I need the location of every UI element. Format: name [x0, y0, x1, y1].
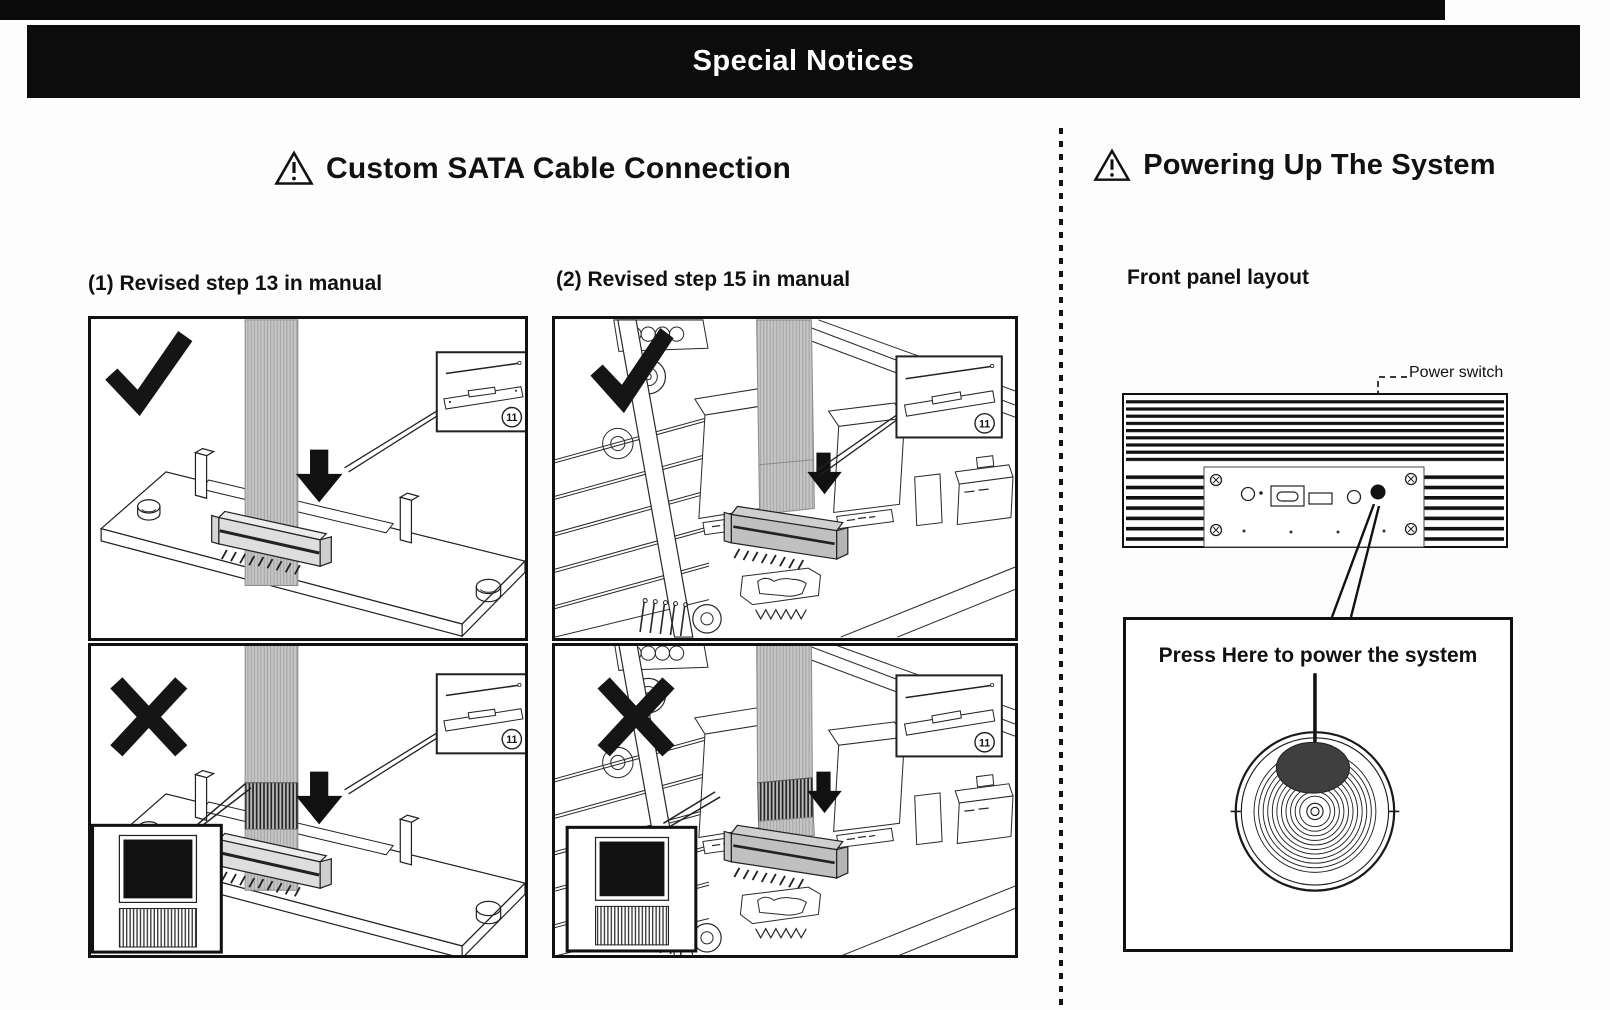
manual-step-inset — [437, 352, 525, 431]
zoom-cone-lines — [1320, 504, 1390, 619]
power-switch-leader-horizontal — [1379, 376, 1407, 378]
step15-correct-illustration — [555, 319, 1015, 638]
svg-text:11: 11 — [506, 412, 518, 425]
warning-icon — [274, 150, 314, 187]
led-indicator — [1259, 491, 1263, 495]
left-section-title-text: Custom SATA Cable Connection — [325, 151, 792, 185]
reset-button[interactable] — [1242, 488, 1255, 501]
figure-step13-correct — [88, 316, 528, 641]
aux-button — [1348, 491, 1361, 504]
callout-leader-line — [345, 733, 437, 794]
cross-mark-icon — [110, 677, 187, 756]
svg-text:11: 11 — [978, 737, 991, 750]
figure-step15-correct — [552, 316, 1018, 641]
column-label-step15: (2) Revised step 15 in manual — [556, 268, 851, 291]
sata-connector — [724, 825, 848, 888]
io-slot — [1309, 493, 1332, 504]
right-section-title — [1062, 148, 1527, 183]
step15-wrong-illustration — [555, 646, 1015, 955]
column-label-step13: (1) Revised step 13 in manual — [88, 272, 383, 295]
svg-text:11: 11 — [978, 418, 991, 431]
callout-leader-line — [345, 411, 437, 472]
manual-step-inset — [896, 675, 1001, 756]
front-panel-label: Front panel layout — [1127, 266, 1310, 289]
power-knob-drawing — [1126, 620, 1510, 949]
manual-step-inset — [437, 674, 525, 753]
press-here-label: Press Here to power the system — [1158, 644, 1478, 667]
cable-end-detail-inset — [567, 827, 696, 951]
warning-icon — [1093, 148, 1131, 183]
panel-vent-stripes-top — [1126, 400, 1504, 464]
section-divider — [1059, 128, 1063, 1010]
press-target-shade — [1276, 742, 1349, 793]
power-button-detail-box — [1123, 617, 1513, 952]
front-panel-drawing — [1122, 393, 1508, 548]
power-switch-label: Power switch — [1409, 364, 1504, 381]
step13-wrong-illustration — [91, 646, 525, 955]
left-section-title — [60, 150, 1005, 187]
ribbon-cable — [757, 646, 813, 786]
down-arrow-icon — [296, 772, 343, 825]
right-section-title-text: Powering Up The System — [1143, 149, 1496, 181]
panel-vent-stripes-right — [1424, 471, 1504, 543]
control-plate — [1204, 467, 1424, 547]
exposed-cable-contacts — [245, 783, 298, 830]
power-switch-button[interactable] — [1371, 485, 1386, 500]
page-header — [27, 25, 1580, 98]
ribbon-cable — [757, 320, 815, 515]
down-arrow-icon — [296, 450, 343, 503]
ribbon-cable — [245, 646, 298, 785]
panel-vent-stripes-left — [1126, 471, 1204, 543]
sata-connector — [724, 506, 848, 569]
cable-end-detail-inset — [93, 825, 222, 952]
step13-correct-illustration — [91, 319, 525, 638]
page-title: Special Notices — [692, 45, 915, 77]
svg-text:11: 11 — [506, 734, 518, 747]
figure-step13-wrong — [88, 643, 528, 958]
usb-port — [1271, 486, 1304, 506]
socket-pins — [756, 610, 807, 619]
check-mark-icon — [105, 331, 192, 416]
figure-step15-wrong — [552, 643, 1018, 958]
manual-step-inset — [896, 356, 1001, 437]
top-black-strip — [0, 0, 1445, 20]
